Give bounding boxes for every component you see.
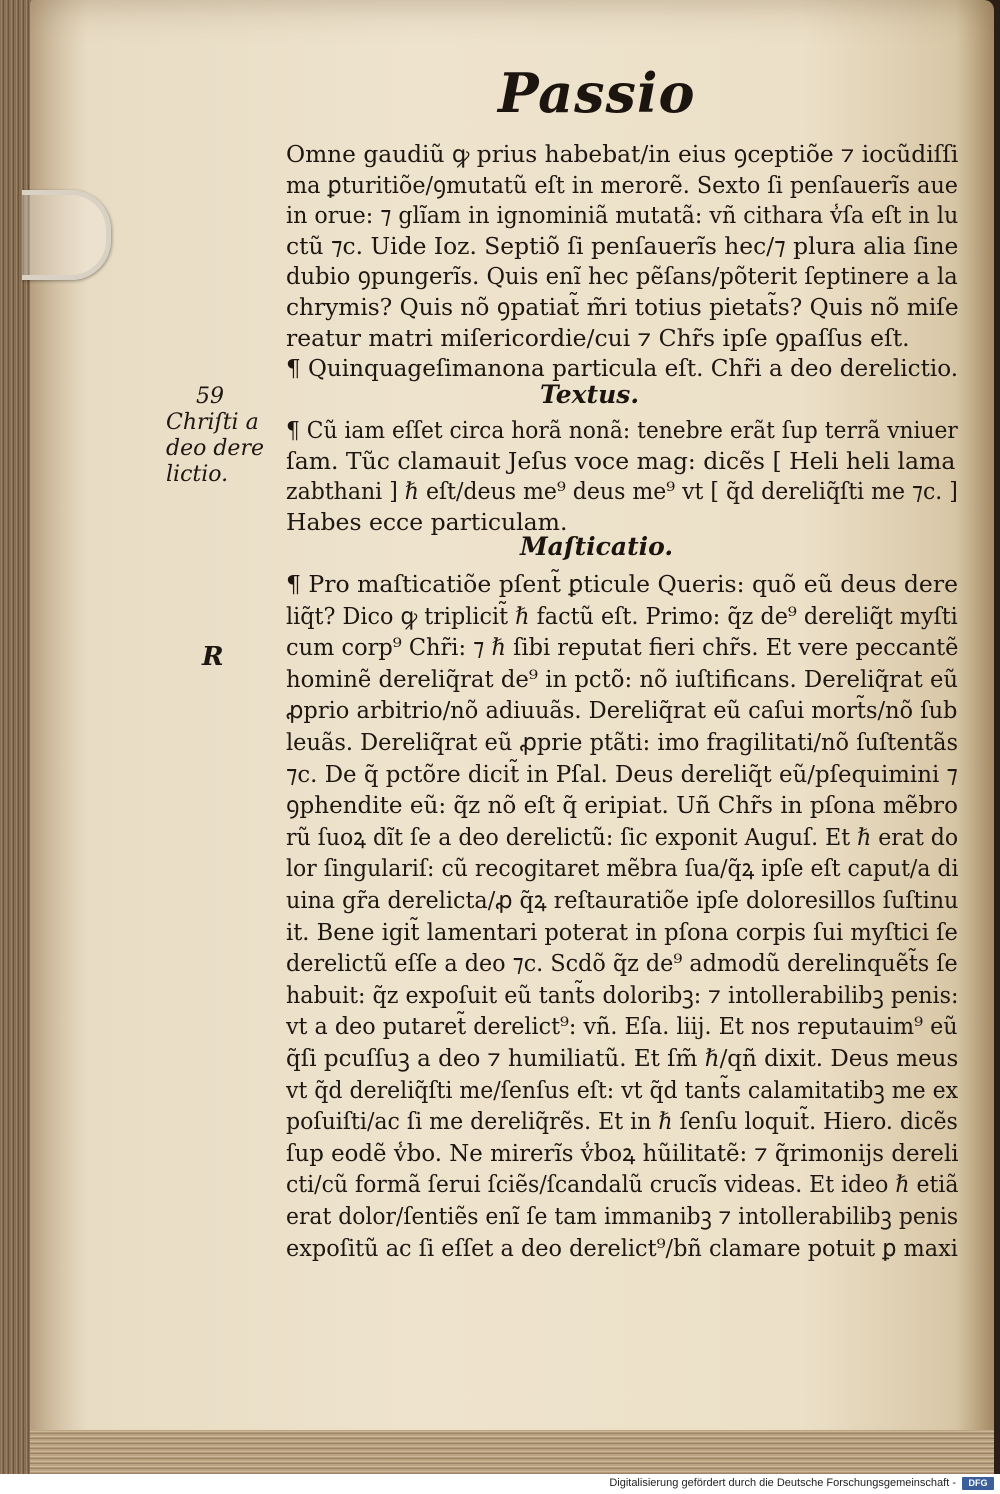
dfg-logo: DFG [962, 1477, 994, 1490]
text-line: dubio ꝯpungerĩs. Quis enĩ hec pẽſans/põterit ſeptinere a la [286, 262, 958, 291]
text-line: ¶ Quinquageſimanona particula eſt. Chr̃i a deo derelictio. [286, 354, 959, 383]
text-line: ma ꝑturitiõe/ꝯmutatũ eſt in merorẽ. Sexto ſi penſauerĩs aue [286, 170, 959, 199]
text-line: expoſitũ ac ſi eſſet a deo derelict⁹/bñ clamare potuit ꝑ maxi [286, 1233, 958, 1262]
footer-credit: Digitalisierung gefördert durch die Deutsche Forschungsgemeinschaft - [609, 1477, 956, 1489]
text-line: ꝓprio arbitrio/nõ adiuuãs. Dereliq̃rat eũ caſui mort̃s/nõ ſub [286, 696, 958, 725]
heading-textus: Textus. [540, 380, 640, 409]
text-line: ¶ Cũ iam eſſet circa horã nonã: tenebre erãt ſup terrã vniuer [286, 416, 958, 444]
margin-note-line: deo dere [166, 436, 264, 461]
text-line: vt a deo putaret̃ derelict⁹: vñ. Eſa. liij. Et nos reputauim⁹ eũ [286, 1012, 958, 1041]
text-line: ctũ ⁊c. Uide Ioz. Septiõ ſi penſauerĩs hec/⁊ plura alia ſine [286, 231, 959, 260]
text-line: derelictũ eſſe a deo ⁊c. Scdõ q̃z de⁹ admodũ derelinquẽt̃s ſe [286, 949, 958, 978]
margin-note-number: 59 [196, 384, 224, 409]
text-line: habuit: q̃z expoſuit eũ tant̃s doloribꝫ: ⁊ intollerabilibꝫ penis: [286, 980, 959, 1009]
text-line: ⁊c. De q̃ pctõre dicit̃ in Pſal. Deus dereliq̃t eũ/pſequimini ⁊ [286, 759, 958, 788]
text-line: q̃ſi pcuſſuꝫ a deo ⁊ humiliatũ. Et ſm̃ ℏ/qñ dixit. Deus meus [286, 1044, 959, 1072]
text-line: cum corp⁹ Chr̃i: ⁊ ℏ ſibi reputat fieri chr̃s. Et vere peccantẽ [286, 633, 959, 662]
text-line: ſam. Tũc clamauit Jeſus voce mag: dicẽs [ Heli heli lama [286, 446, 956, 475]
text-line: ¶ Pro maſticatiõe pſent̃ ꝑticule Queris: quõ eũ deus dere [286, 570, 958, 598]
text-line: uina gr̃a derelicta/ꝓ q̃ꝝ reſtauratiõe ipſe doloresillos ſuſtinu [286, 886, 959, 914]
page-edge-bottom [30, 1430, 994, 1474]
running-head: Passio [498, 61, 696, 125]
text-line: in orue: ⁊ glĩam in ignominiã mutatã: vñ cithara v̾ſa eſt in lu [286, 201, 959, 230]
text-line: ꝯphendite eũ: q̃z nõ eſt q̃ eripiat. Uñ Chr̃s in pſona mẽbro [286, 791, 958, 820]
text-line: Habes ecce particulam. [286, 507, 568, 536]
margin-mark: R [202, 642, 224, 672]
margin-note-line: lictio. [166, 462, 229, 487]
text-line: lor ſingulariſ: cũ recogitaret mẽbra ſua/q̃ꝝ ipſe eſt caput/a di [286, 854, 959, 883]
text-line: chrymis? Quis nõ ꝯpatiat̃ m̃ri totius pietat̃s? Quis nõ miſe [286, 293, 959, 321]
margin-note [166, 384, 278, 488]
text-line: poſuiſti/ac ſi me dereliq̃rẽs. Et in ℏ ſenſu loquit̃. Hiero. dicẽs [286, 1107, 958, 1136]
text-line: leuãs. Dereliq̃rat eũ ꝓprie ptãti: imo fragilitati/nõ ſuſtentãs [286, 728, 959, 756]
text-line: reatur matri miſericordie/cui ⁊ Chr̃s ipſe ꝯpaſſus eſt. [286, 323, 910, 352]
text-line: ſup eodẽ v̾bo. Ne mirerĩs v̾boꝝ hũilitatẽ: ⁊ q̃rimonijs dereli [286, 1138, 959, 1167]
heading-masticatio: Maſticatio. [520, 532, 674, 561]
text-line: hominẽ dereliq̃rat de⁹ in pctõ: nõ iuſtificans. Dereliq̃rat eũ [286, 664, 959, 693]
text-line: cti/cũ formã ſerui ſciẽs/ſcandalũ crucĩs videas. Et ideo ℏ etiã [286, 1170, 959, 1199]
text-line: erat dolor/ſentiẽs enĩ ſe tam immanibꝫ ⁊ intollerabilibꝫ penis [286, 1202, 959, 1230]
text-line: zabthani ] ℏ eſt/deus me⁹ deus me⁹ vt [ q̃d dereliq̃ſti me ⁊c. ] [286, 477, 958, 506]
text-line: liq̃t? Dico ꝙ triplicit̃ ℏ factũ eſt. Primo: q̃z de⁹ dereliq̃t myſti [286, 601, 958, 630]
text-line: vt q̃d dereliq̃ſti me/ſenſus eſt: vt q̃d tant̃s calamitatibꝫ me ex [286, 1075, 959, 1104]
text-line: it. Bene igit̃ lamentari poterat in pſona corpis ſui myſtici ſe [286, 917, 958, 946]
footer-bar [0, 1474, 1000, 1494]
paper-clip [22, 190, 111, 280]
margin-note-line: Chriſti a [166, 410, 259, 435]
text-line: rũ ſuoꝝ dĩt ſe a deo derelictũ: ſic exponit Auguſ. Et ℏ erat do [286, 822, 959, 851]
text-line: Omne gaudiũ ꝙ prius habebat/in eius ꝯceptiõe ⁊ iocũdiſſi [286, 140, 959, 168]
